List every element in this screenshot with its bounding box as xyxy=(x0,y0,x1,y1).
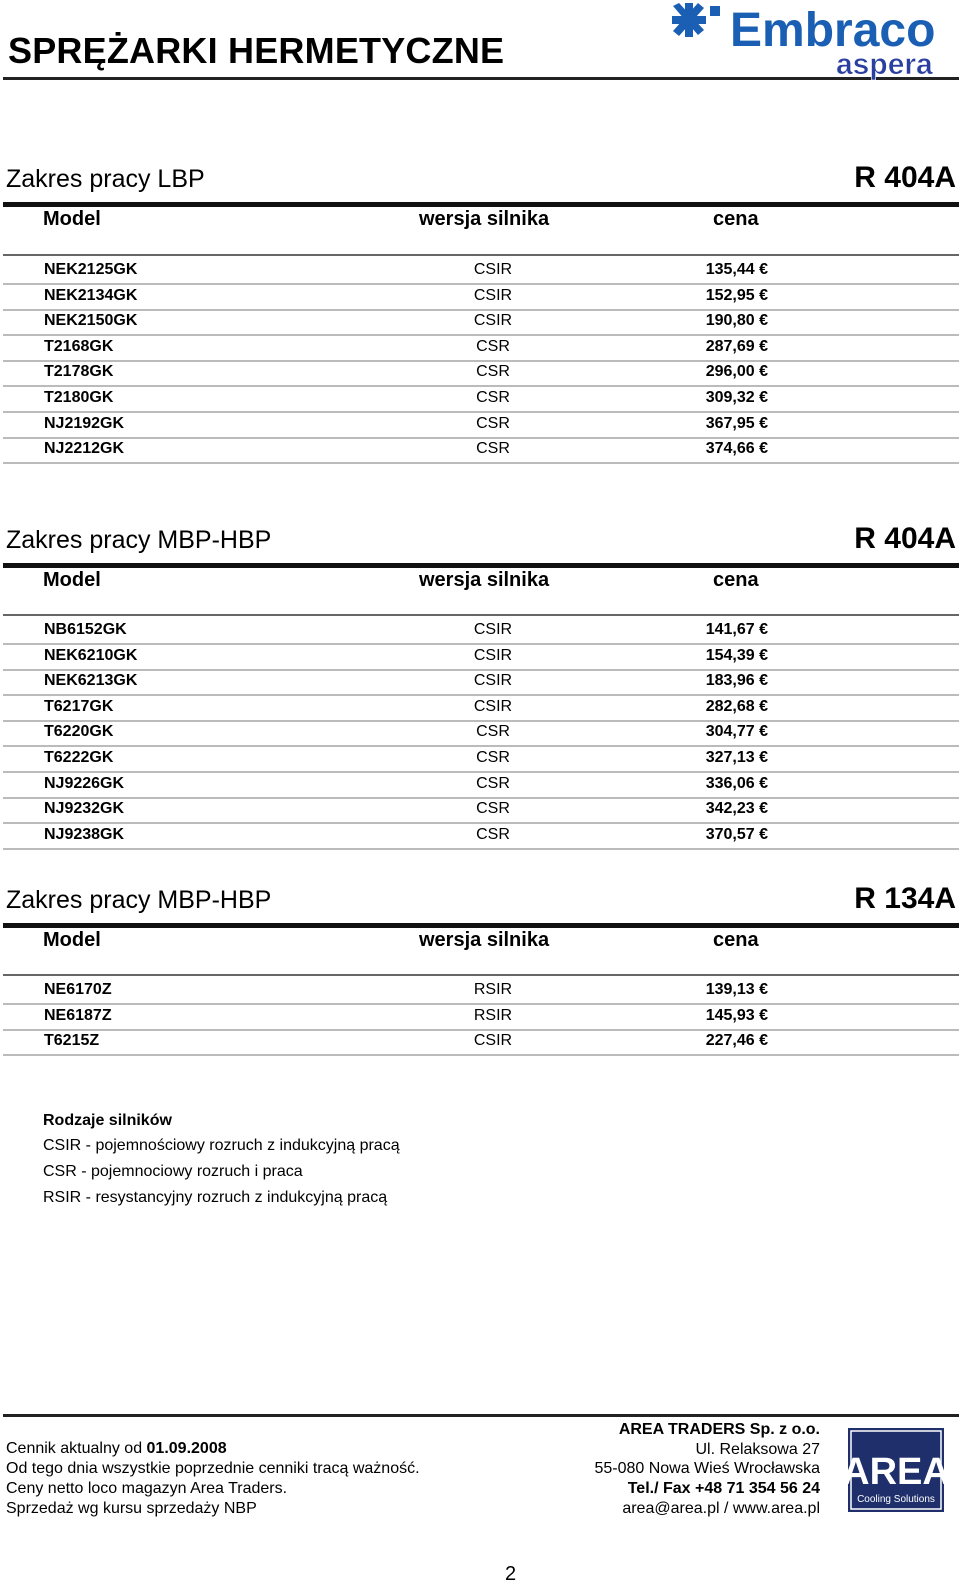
company-street: Ul. Relaksowa 27 xyxy=(695,1441,820,1458)
price-cell: 145,93 € xyxy=(705,1006,768,1024)
col-header-price: cena xyxy=(713,208,759,230)
price-cell: 154,39 € xyxy=(705,646,768,664)
price-cell: 287,69 € xyxy=(705,337,768,355)
model-cell: T6215Z xyxy=(44,1032,100,1050)
table-row xyxy=(3,695,959,722)
table-row xyxy=(3,720,959,747)
validity-prefix: Cennik aktualny od xyxy=(6,1440,147,1457)
price-cell: 282,68 € xyxy=(705,697,768,715)
header-divider xyxy=(3,974,959,976)
motor-cell: CSIR xyxy=(473,646,513,664)
model-cell: T2168GK xyxy=(44,337,114,355)
motor-cell: CSR xyxy=(476,800,510,818)
price-cell: 152,95 € xyxy=(705,286,768,304)
price-cell: 190,80 € xyxy=(705,312,768,330)
legend-item: CSIR - pojemnościowy rozruch z indukcyjną pracą xyxy=(43,1137,400,1154)
legend-item: RSIR - resystancyjny rozruch z indukcyjną pracą xyxy=(43,1189,388,1206)
table-row xyxy=(3,437,959,464)
exchange-note: Sprzedaż wg kursu sprzedaży NBP xyxy=(6,1500,257,1517)
company-city: 55-080 Nowa Wieś Wrocławska xyxy=(594,1460,820,1477)
embraco-logo xyxy=(668,0,958,82)
page-number: 2 xyxy=(505,1563,517,1585)
validity-date: 01.09.2008 xyxy=(146,1440,227,1457)
motor-cell: CSR xyxy=(476,440,510,458)
motor-cell: CSR xyxy=(476,749,510,766)
section-title-mbp-hbp: Zakres pracy MBP-HBP xyxy=(6,886,272,914)
area-logo-text: AREA xyxy=(842,1451,950,1493)
model-cell: T6220GK xyxy=(44,723,114,741)
price-cell: 370,57 € xyxy=(705,825,768,843)
model-cell: NEK2134GK xyxy=(44,286,138,304)
snowflake-icon xyxy=(672,3,720,37)
table-row xyxy=(3,772,959,799)
company-web: area@area.pl / www.area.pl xyxy=(622,1500,820,1517)
col-header-motor: wersja silnika xyxy=(419,208,550,230)
table-row xyxy=(3,386,959,413)
motor-cell: CSR xyxy=(476,414,510,432)
table-row xyxy=(3,669,959,696)
model-cell: NE6170Z xyxy=(44,981,112,998)
table-row xyxy=(3,746,959,773)
validity-note-2: Od tego dnia wszystkie poprzednie cenniki tracą ważność. xyxy=(6,1460,420,1477)
header-divider xyxy=(3,614,959,616)
model-cell: T2178GK xyxy=(44,363,114,381)
price-cell: 135,44 € xyxy=(705,261,768,278)
refrigerant-label: R 404A xyxy=(854,161,956,194)
table-row xyxy=(3,258,959,285)
model-cell: NJ2192GK xyxy=(44,414,125,432)
motor-cell: CSIR xyxy=(473,621,513,638)
header-divider xyxy=(3,254,959,256)
motor-cell: CSR xyxy=(476,774,510,792)
model-cell: NEK2150GK xyxy=(44,312,138,330)
table-row xyxy=(3,335,959,362)
motor-cell: RSIR xyxy=(473,981,513,998)
motor-cell: CSIR xyxy=(473,697,513,715)
model-cell: T2180GK xyxy=(44,389,114,406)
page-title: SPRĘŻARKI HERMETYCZNE xyxy=(8,30,505,71)
table-row xyxy=(3,360,959,387)
legend-item: CSR - pojemnociowy rozruch i praca xyxy=(43,1163,303,1180)
logo-brand: Embraco xyxy=(730,4,936,57)
motor-cell: CSIR xyxy=(473,286,513,304)
price-cell: 296,00 € xyxy=(705,363,768,381)
table-row xyxy=(3,797,959,824)
table-row xyxy=(3,644,959,671)
section-divider xyxy=(3,563,959,568)
col-header-model: Model xyxy=(43,569,101,591)
col-header-price: cena xyxy=(713,929,759,951)
footer-divider xyxy=(3,1414,959,1417)
model-cell: NB6152GK xyxy=(44,621,127,638)
company-phone: Tel./ Fax +48 71 354 56 24 xyxy=(627,1480,820,1497)
legend-title: Rodzaje silników xyxy=(43,1112,172,1129)
table-row xyxy=(3,823,959,850)
section-title-mbp-hbp: Zakres pracy MBP-HBP xyxy=(6,526,272,554)
motor-cell: CSR xyxy=(476,825,510,843)
table-row xyxy=(3,284,959,311)
price-cell: 227,46 € xyxy=(705,1032,768,1050)
price-cell: 183,96 € xyxy=(705,672,768,690)
motor-cell: CSIR xyxy=(473,672,513,690)
section-divider xyxy=(3,202,959,207)
motor-cell: CSR xyxy=(476,723,510,741)
price-cell: 374,66 € xyxy=(705,440,768,458)
col-header-price: cena xyxy=(713,569,759,591)
motor-cell: CSR xyxy=(476,363,510,381)
col-header-model: Model xyxy=(43,208,101,230)
motor-cell: CSIR xyxy=(473,261,513,278)
price-cell: 367,95 € xyxy=(705,414,768,432)
motor-cell: CSIR xyxy=(473,312,513,330)
price-cell: 327,13 € xyxy=(705,749,768,766)
price-cell: 304,77 € xyxy=(705,723,768,741)
refrigerant-label: R 134A xyxy=(854,882,956,915)
price-cell: 141,67 € xyxy=(705,621,768,638)
section-title-lbp: Zakres pracy LBP xyxy=(6,165,205,193)
section-divider xyxy=(3,923,959,928)
table-row xyxy=(3,1004,959,1031)
motor-cell: CSR xyxy=(476,337,510,355)
price-terms: Ceny netto loco magazyn Area Traders. xyxy=(6,1480,288,1497)
model-cell: NJ9226GK xyxy=(44,774,125,792)
col-header-motor: wersja silnika xyxy=(419,929,550,951)
table-row xyxy=(3,618,959,645)
model-cell: NJ9238GK xyxy=(44,825,125,843)
model-cell: NE6187Z xyxy=(44,1006,112,1024)
model-cell: T6222GK xyxy=(44,749,114,766)
area-logo-sub: Cooling Solutions xyxy=(857,1494,935,1505)
table-row xyxy=(3,1029,959,1056)
model-cell: NEK2125GK xyxy=(44,261,138,278)
model-cell: NJ9232GK xyxy=(44,800,125,818)
table-row xyxy=(3,412,959,439)
company-name: AREA TRADERS Sp. z o.o. xyxy=(618,1421,820,1438)
price-cell: 309,32 € xyxy=(705,389,768,406)
col-header-motor: wersja silnika xyxy=(419,569,550,591)
logo-sub: aspera xyxy=(836,48,933,81)
table-row xyxy=(3,978,959,1005)
area-logo xyxy=(842,1428,950,1512)
col-header-model: Model xyxy=(43,929,101,951)
price-cell: 336,06 € xyxy=(705,774,768,792)
motor-cell: RSIR xyxy=(473,1006,513,1024)
model-cell: T6217GK xyxy=(44,697,114,715)
validity-note xyxy=(6,1440,227,1458)
motor-cell: CSIR xyxy=(473,1032,513,1050)
price-cell: 342,23 € xyxy=(705,800,768,818)
price-cell: 139,13 € xyxy=(705,981,768,998)
model-cell: NJ2212GK xyxy=(44,440,125,458)
model-cell: NEK6213GK xyxy=(44,672,138,690)
refrigerant-label: R 404A xyxy=(854,522,956,555)
model-cell: NEK6210GK xyxy=(44,646,138,664)
motor-cell: CSR xyxy=(476,389,510,406)
table-row xyxy=(3,309,959,336)
